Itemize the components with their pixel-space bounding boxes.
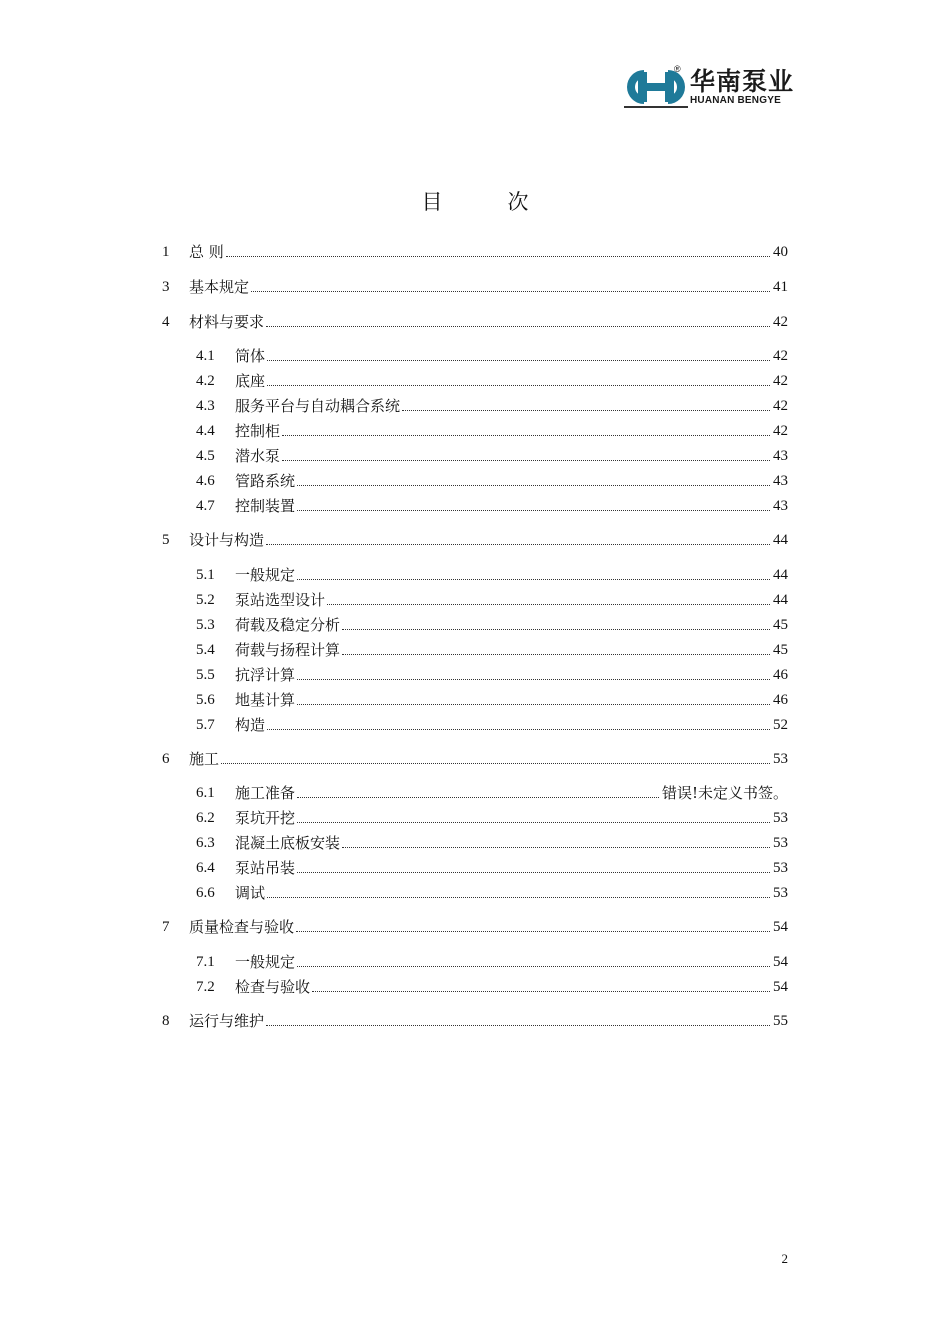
toc-entry-number: 4.2 [196,373,215,389]
toc-entry-number: 7 [162,919,170,935]
toc-dot-leader [297,485,770,486]
toc-entry-page: 错误!未定义书签。 [661,784,788,802]
toc-entry-label: 一般规定 [235,566,296,584]
toc-entry-label: 潜水泵 [235,447,281,465]
toc-entry-page: 42 [773,314,788,330]
toc-entry-label: 设计与构造 [189,531,265,549]
logo-english-name: HUANAN BENGYE [690,95,781,106]
toc-entry[interactable] [196,688,788,710]
toc-dot-leader [282,460,770,461]
toc-entry-number: 5.4 [196,642,215,658]
toc-dot-leader [297,966,770,967]
toc-entry-label: 构造 [235,716,266,734]
toc-dot-leader [251,291,770,292]
toc-dot-leader [312,991,770,992]
toc-entry-number: 7.1 [196,954,215,970]
toc-entry[interactable] [162,275,788,297]
toc-entry[interactable] [162,240,788,262]
toc-entry[interactable] [196,613,788,635]
toc-dot-leader [267,360,770,361]
toc-entry-label: 一般规定 [235,953,296,971]
toc-entry[interactable] [162,1009,788,1031]
toc-entry-page: 53 [773,810,788,826]
toc-entry-number: 6.4 [196,860,215,876]
toc-entry-label: 施工 [189,750,220,768]
toc-dot-leader [297,822,770,823]
registered-mark: ® [674,64,681,74]
toc-entry-label: 材料与要求 [189,313,265,331]
toc-dot-leader [297,704,770,705]
toc-entry-page: 46 [773,692,788,708]
toc-entry[interactable] [162,747,788,769]
toc-entry-label: 筒体 [235,347,266,365]
toc-entry-label: 抗浮计算 [235,666,296,684]
toc-entry-number: 5.5 [196,667,215,683]
toc-entry-page: 44 [773,592,788,608]
toc-entry[interactable] [196,369,788,391]
toc-entry-page: 54 [773,954,788,970]
toc-entry-page: 42 [773,348,788,364]
toc-entry[interactable] [196,588,788,610]
toc-entry-label: 泵站吊装 [235,859,296,877]
toc-entry-label: 泵站选型设计 [235,591,326,609]
toc-dot-leader [266,544,770,545]
toc-entry-number: 6.2 [196,810,215,826]
toc-dot-leader [267,729,770,730]
toc-dot-leader [282,435,770,436]
toc-entry-label: 控制柜 [235,422,281,440]
toc-entry-number: 4.6 [196,473,215,489]
toc-entry-number: 5.6 [196,692,215,708]
toc-dot-leader [297,797,659,798]
toc-entry-page: 45 [773,617,788,633]
toc-dot-leader [221,763,770,764]
toc-dot-leader [327,604,770,605]
toc-entry-page: 43 [773,473,788,489]
toc-entry[interactable] [196,781,788,803]
toc-entry[interactable] [196,975,788,997]
toc-entry-number: 6.1 [196,785,215,801]
toc-entry[interactable] [196,394,788,416]
toc-dot-leader [266,326,770,327]
toc-entry[interactable] [196,831,788,853]
toc-entry-number: 4.3 [196,398,215,414]
toc-entry-page: 53 [773,751,788,767]
toc-entry[interactable] [196,344,788,366]
toc-entry-page: 42 [773,398,788,414]
toc-dot-leader [342,629,770,630]
toc-entry-number: 4.4 [196,423,215,439]
logo-chinese-name: 华南泵业 [690,67,795,96]
toc-entry-number: 5.3 [196,617,215,633]
toc-entry-page: 53 [773,860,788,876]
toc-dot-leader [297,872,770,873]
toc-entry-label: 服务平台与自动耦合系统 [235,397,401,415]
toc-entry-number: 6 [162,751,170,767]
toc-entry-number: 5.2 [196,592,215,608]
toc-entry[interactable] [196,469,788,491]
toc-entry-number: 5.1 [196,567,215,583]
toc-entry[interactable] [196,950,788,972]
toc-entry-number: 4.1 [196,348,215,364]
toc-entry-page: 43 [773,498,788,514]
toc-entry-label: 控制装置 [235,497,296,515]
toc-entry[interactable] [196,419,788,441]
toc-entry-number: 6.3 [196,835,215,851]
toc-entry-number: 8 [162,1013,170,1029]
toc-title: 目 次 [421,190,551,214]
toc-entry[interactable] [196,806,788,828]
toc-entry-page: 54 [773,919,788,935]
toc-entry[interactable] [196,713,788,735]
toc-entry-label: 施工准备 [235,784,296,802]
toc-entry-page: 42 [773,373,788,389]
toc-dot-leader [266,1025,770,1026]
toc-dot-leader [342,654,770,655]
toc-entry-label: 泵坑开挖 [235,809,296,827]
toc-entry-number: 7.2 [196,979,215,995]
toc-entry-number: 5 [162,532,170,548]
toc-entry-label: 运行与维护 [189,1012,265,1030]
toc-entry-label: 基本规定 [189,278,250,296]
toc-entry-page: 46 [773,667,788,683]
toc-entry-page: 44 [773,532,788,548]
toc-entry[interactable] [196,494,788,516]
toc-entry-label: 混凝土底板安装 [235,834,341,852]
toc-dot-leader [402,410,770,411]
toc-dot-leader [296,931,770,932]
toc-entry-label: 荷载及稳定分析 [235,616,341,634]
toc-entry-page: 41 [773,279,788,295]
company-logo [624,64,795,108]
toc-entry[interactable] [196,444,788,466]
toc-dot-leader [267,385,770,386]
toc-dot-leader [297,679,770,680]
toc-dot-leader [297,579,770,580]
toc-entry-page: 45 [773,642,788,658]
toc-entry-number: 5.7 [196,717,215,733]
toc-entry-label: 底座 [235,372,266,390]
toc-entry[interactable] [196,881,788,903]
toc-entry-number: 3 [162,279,170,295]
toc-dot-leader [267,897,770,898]
page-number: 2 [781,1251,788,1266]
toc-entry-page: 53 [773,835,788,851]
toc-dot-leader [342,847,770,848]
toc-entry[interactable] [162,310,788,332]
toc-entry-page: 43 [773,448,788,464]
toc-entry-number: 6.6 [196,885,215,901]
toc-entry-page: 55 [773,1013,788,1029]
toc-entry-page: 40 [773,244,788,260]
toc-entry-label: 调试 [235,884,266,902]
toc-entry[interactable] [196,563,788,585]
toc-entry-page: 52 [773,717,788,733]
toc-entry-label: 荷载与扬程计算 [235,641,341,659]
toc-entry-number: 4.5 [196,448,215,464]
toc-entry-page: 44 [773,567,788,583]
toc-entry-page: 42 [773,423,788,439]
toc-dot-leader [226,256,770,257]
toc-entry[interactable] [196,663,788,685]
toc-entry[interactable] [162,528,788,550]
toc-entry[interactable] [162,915,788,937]
toc-entry-label: 管路系统 [235,472,296,490]
toc-entry-label: 检查与验收 [235,978,311,996]
toc-entry-label: 地基计算 [235,691,296,709]
toc-entry-label: 质量检查与验收 [189,918,295,936]
toc-entry-number: 4.7 [196,498,215,514]
toc-entry[interactable] [196,856,788,878]
toc-dot-leader [297,510,770,511]
toc-entry-number: 4 [162,314,170,330]
toc-entry[interactable] [196,638,788,660]
toc-entry-page: 53 [773,885,788,901]
toc-entry-page: 54 [773,979,788,995]
toc-entry-label: 总 则 [189,243,224,261]
toc-entry-number: 1 [162,244,170,260]
